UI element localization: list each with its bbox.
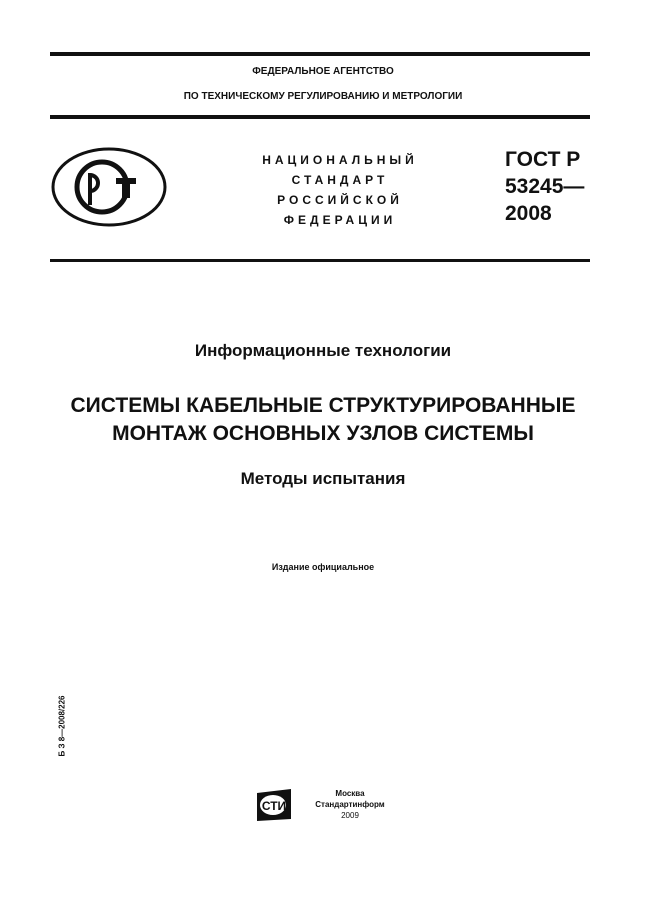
subject-heading: Информационные технологии [194, 341, 452, 360]
national-line: ФЕДЕРАЦИИ [283, 213, 397, 227]
publisher-city: Москва [335, 789, 365, 798]
publisher-year: 2009 [341, 811, 359, 820]
gost-line: ГОСТ Р [505, 148, 581, 171]
title-line: МОНТАЖ ОСНОВНЫХ УЗЛОВ СИСТЕМЫ [112, 422, 534, 445]
gost-r-logo [50, 147, 168, 227]
rule-3 [50, 259, 590, 262]
edition-label: Издание официальное [271, 562, 375, 572]
gost-line: 2008 [505, 202, 552, 225]
svg-text:СТИ: СТИ [261, 799, 287, 813]
agency-line2: ПО ТЕХНИЧЕСКОМУ РЕГУЛИРОВАНИЮ И МЕТРОЛОГИИ [183, 91, 463, 102]
national-line: СТАНДАРТ [291, 173, 389, 187]
gost-number [505, 146, 584, 227]
publisher-name: Стандартинформ [315, 800, 385, 809]
standartinform-logo [255, 789, 293, 821]
national-line: НАЦИОНАЛЬНЫЙ [262, 153, 418, 167]
document-title [0, 392, 646, 448]
gost-line: 53245— [505, 175, 585, 198]
rule-2 [50, 115, 590, 119]
top-rule [50, 52, 590, 56]
national-line: РОССИЙСКОЙ [277, 193, 403, 207]
title-line: СИСТЕМЫ КАБЕЛЬНЫЕ СТРУКТУРИРОВАННЫЕ [70, 394, 576, 417]
agency-line1: ФЕДЕРАЛЬНОЕ АГЕНТСТВО [252, 66, 394, 77]
document-subtitle: Методы испытания [240, 469, 406, 488]
publisher-info [300, 788, 400, 821]
national-standard-label [240, 150, 440, 230]
side-code: Б З 8—2008/226 [57, 695, 67, 757]
